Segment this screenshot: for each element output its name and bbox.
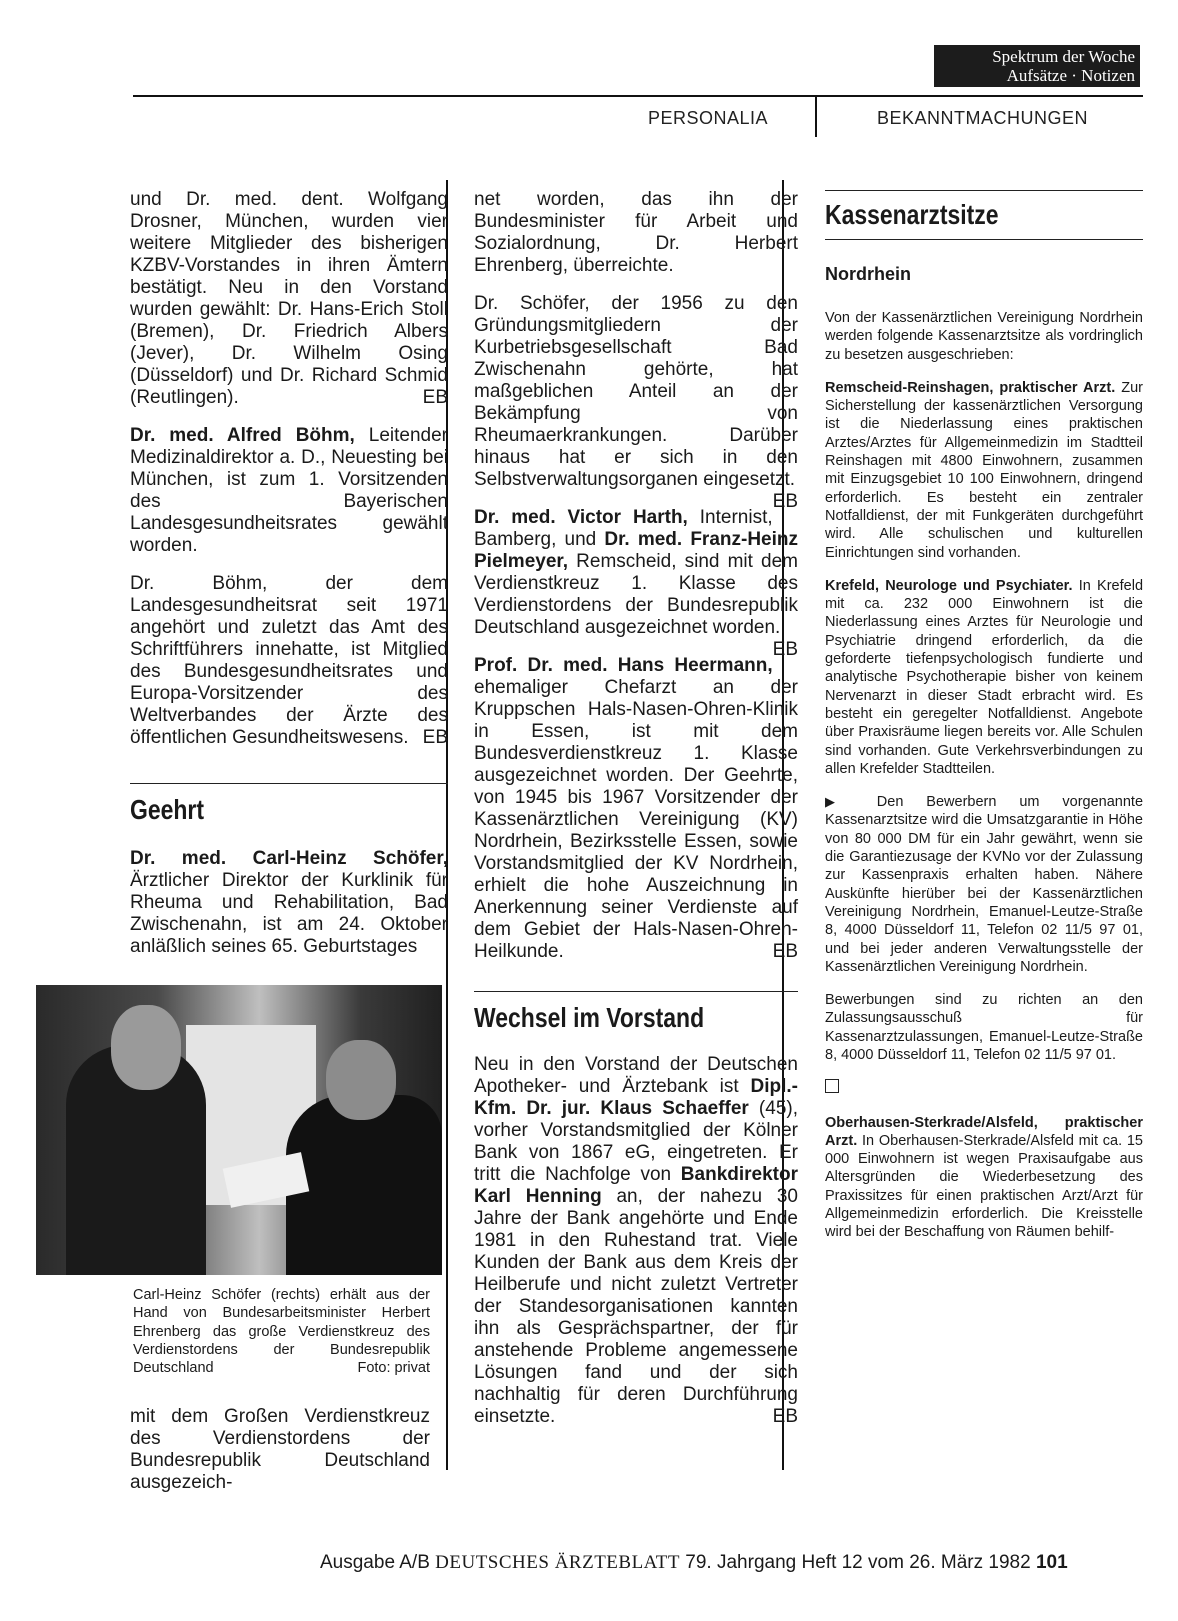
article-schoefer: Dr. med. Carl-Heinz Schöfer, Ärztlicher Direktor der Kurklinik für Rheuma und Rehabilitation, Bad Zwischenahn, ist am 24. Oktober anläßlich seines 65. Geburtstages [130,848,448,957]
listing-title: Remscheid-Reinshagen, praktischer Arzt. [825,379,1116,396]
heading-wechsel: Wechsel im Vorstand [474,1002,705,1033]
column-bekanntmachungen [825,190,1143,1257]
heading-rule [825,239,1143,240]
article-boehm-more: Dr. Böhm, der dem Landesgesundheitsrat seit 1971 angehört und zuletzt das Amt des Schriftführers innehatte, ist Mitglied des Bundesgesundheitsrates und Europa-Vorsitzender des Weltverbandes der Ärzte des öffentlichen Gesundheitswesens. EB [130,573,448,748]
square-outline-icon [825,1079,839,1093]
header-divider [815,97,817,137]
listing-oberhausen: Oberhausen-Sterkrade/Alsfeld, praktischer Arzt. In Oberhausen-Sterkrade/Alsfeld mit ca. 15 000 Einwohnern ist wegen Praxisaufgabe aus Altersgründen die Wiederbesetzung des Praxissitzes für einen praktischen Arzt/Arzt für Allgemeinmedizin erforderlich. Die Kreisstelle wird bei der Beschaffung von Räumen behilf- [825,1114,1143,1241]
section-badge [934,45,1140,87]
photo-credit: Foto: privat [357,1360,430,1377]
page-number: 101 [1035,1552,1068,1573]
article-wechsel: Neu in den Vorstand der Deutschen Apotheker- und Ärztebank ist Dipl.-Kfm. Dr. jur. Klaus Schaeffer (45), vorher Vorstandsmitglied der Kölner Bank von 1867 eG, eingetreten. Er tritt die Nachfolge von Bankdirektor Karl Henning an, der nahezu 30 Jahre der Bank angehörte und Ende 1981 in den Ruhestand trat. Viele Kunden der Bank aus dem Kreis der Heilberufe und nicht zuletzt Vertreter der Standesorganisationen kannten ihn als Gesprächspartner, der für anstehende Probleme angemessene Lösungen fand und der sich nachhaltig für deren Durchführung einsetzte. EB [474,1054,798,1427]
triangle-right-icon: ▶ [825,794,854,810]
article-kzbv-end: und Dr. med. dent. Wolfgang Drosner, München, wurden vier weitere Mitglieder des bisherigen KZBV-Vorstandes in ihren Ämtern bestätigt. Neu in den Vorstand wurden gewählt: Dr. Hans-Erich Stoll (Bremen), Dr. Friedrich Albers (Jever), Dr. Wilhelm Osing (Düsseldorf) und Dr. Richard Schmid (Reutlingen). EB [130,189,448,408]
article-schoefer-end: mit dem Großen Verdienstkreuz des Verdienstordens der Bundesrepublik Deutschland ausgezeich- [130,1406,430,1493]
signature: EB [772,941,798,962]
section-label-personalia: PERSONALIA [648,108,769,128]
article-schoefer-cont: net worden, das ihn der Bundesminister für Arbeit und Sozialordnung, Dr. Herbert Ehrenberg, überreichte. [474,189,798,276]
page-footer [320,1552,1142,1574]
article-schoefer-more: Dr. Schöfer, der 1956 zu den Gründungsmitgliedern der Kurbetriebsgesellschaft Bad Zwischenahn gehörte, hat maßgeblichen Anteil an der Bekämpfung von Rheumaerkrankungen. Darüber hinaus hat er sich in den Selbstverwaltungsorganen eingesetzt. EB [474,293,798,512]
column-personalia-1-end [130,1406,430,1510]
header-rule [133,95,1143,97]
person-name: Dr. med. Victor Harth, [474,507,688,528]
badge-line-2: Aufsätze · Notizen [1006,66,1135,85]
edition: Ausgabe A/B [320,1552,430,1573]
listing-krefeld: Krefeld, Neurologe und Psychiater. In Krefeld mit ca. 232 000 Einwohnern ist die Niederlassung eines Arztes für Neurologie und Psychiatrie dringend erforderlich, da die geforderte tiefenpsychologisch fundierte und analytische Psychotherapie bisher von keinem Nervenarzt in dieser Stadt erbracht wird. Es besteht ein geregelter Notfalldienst. Angebote über Praxisräume liegen bereits vor. Alle Schulen sind vorhanden. Gute Verkehrsverbindungen zu allen Krefelder Stadtteilen. [825,577,1144,777]
signature: EB [422,727,448,748]
heading-rule [825,190,1143,191]
person-name: Prof. Dr. med. Hans Heermann, [474,655,773,676]
section-label-bekanntmachungen: BEKANNTMACHUNGEN [877,108,1089,128]
heading-rule [130,783,448,784]
photo-award-ceremony [36,985,442,1275]
photo-caption: Carl-Heinz Schöfer (rechts) erhält aus der Hand von Bundesarbeitsminister Herbert Ehrenberg das große Verdienstkreuz des Verdienstordens der Bundesrepublik Deutschland Foto: privat [133,1287,430,1377]
listing-remscheid: Remscheid-Reinshagen, praktischer Arzt. Zur Sicherstellung der kassenärztlichen Versorgung ist die Niederlassung eines praktischen Arztes/Arztes für Allgemeinmedizin im Stadtteil Reinshagen mit 4800 Einwohnern, zusammen mit Einzugsgebiet 10 100 Einwohnern, dringend erforderlich. Es besteht ein zentraler Notfalldienst, der mit Funkgeräten durchgeführt wird. Alle schulischen und kulturellen Einrichtungen sind vorhanden. [825,379,1144,561]
notice-guarantee: ▶ Den Bewerbern um vorgenannte Kassenarztsitze wird die Umsatzgarantie in Höhe von 80 000 DM für ein Jahr gewährt, wenn sie die Garantiezusage der KVNo vor der Zulassung zur Kassenpraxis erhalten haben. Nähere Auskünfte hierüber bei der Kassenärztlichen Vereinigung Nordrhein, Emanuel-Leutze-Straße 8, 4000 Düsseldorf 11, Telefon 02 11/5 97 01, und bei jeder anderen Verwaltungsstelle der Kassenärztlichen Vereinigung Nordrhein. [825,794,1144,975]
column-personalia-1 [130,189,448,974]
listing-title: Oberhausen-Sterkrade/Alsfeld, praktischer Arzt. [825,1114,1143,1149]
heading-rule [474,991,798,992]
region-heading: Nordrhein [825,264,912,284]
person-name: Dipl.-Kfm. Dr. jur. Klaus Schaeffer [474,1076,798,1119]
person-name: Bankdirektor Karl Henning [474,1164,798,1207]
issue-info: 79. Jahrgang Heft 12 vom 26. März 1982 [685,1552,1031,1573]
notice-application: Bewerbungen sind zu richten an den Zulassungsausschuß für Kassenarztzulassungen, Emanuel-Leutze-Straße 8, 4000 Düsseldorf 11, Telefon 02 11/5 97 01. [825,992,1143,1063]
signature: EB [422,387,448,408]
signature: EB [772,1406,798,1427]
person-name: Dr. med. Carl-Heinz Schöfer, [130,848,448,869]
listing-title: Krefeld, Neurologe und Psychiater. [825,577,1073,594]
signature: EB [772,491,798,512]
person-name: Dr. med. Alfred Böhm, [130,425,355,446]
heading-geehrt: Geehrt [130,794,205,825]
article-heermann: Prof. Dr. med. Hans Heermann, ehemaliger Chefarzt an der Kruppschen Hals-Nasen-Ohren-Klinik in Essen, ist mit dem Bundesverdienstkreuz 1. Klasse ausgezeichnet worden. Der Geehrte, von 1945 bis 1967 Vorsitzender der Kassenärztlichen Vereinigung (KV) Nordrhein, Bezirksstelle Essen, sowie Vorstandsmitglied der KV Nordrhein, erhielt die hohe Auszeichnung in Anerkennung seiner Verdienste auf dem Gebiet der Hals-Nasen-Ohren-Heilkunde. EB [474,655,798,962]
article-harth: Dr. med. Victor Harth, Internist, Bamberg, und Dr. med. Franz-Heinz Pielmeyer, Remscheid, sind mit dem Verdienstkreuz 1. Klasse des Verdienstordens der Bundesrepublik Deutschland ausgezeichnet worden. EB [474,507,798,660]
badge-line-1: Spektrum der Woche [992,47,1135,66]
heading-kassenarztsitze: Kassenarztsitze [825,199,999,230]
journal-name: DEUTSCHES ÄRZTEBLATT [435,1552,681,1573]
person-name: Dr. med. Franz-Heinz Pielmeyer, [474,529,798,572]
article-boehm: Dr. med. Alfred Böhm, Leitender Medizinaldirektor a. D., Neuesting bei München, ist zum 1. Vorsitzenden des Bayerischen Landesgesundheitsrates gewählt worden. [130,425,448,556]
signature: EB [772,639,798,660]
column-personalia-2 [474,189,798,1444]
notice-intro: Von der Kassenärztlichen Vereinigung Nordrhein werden folgende Kassenarztsitze als vordringlich zu besetzen ausgeschrieben: [825,310,1143,363]
